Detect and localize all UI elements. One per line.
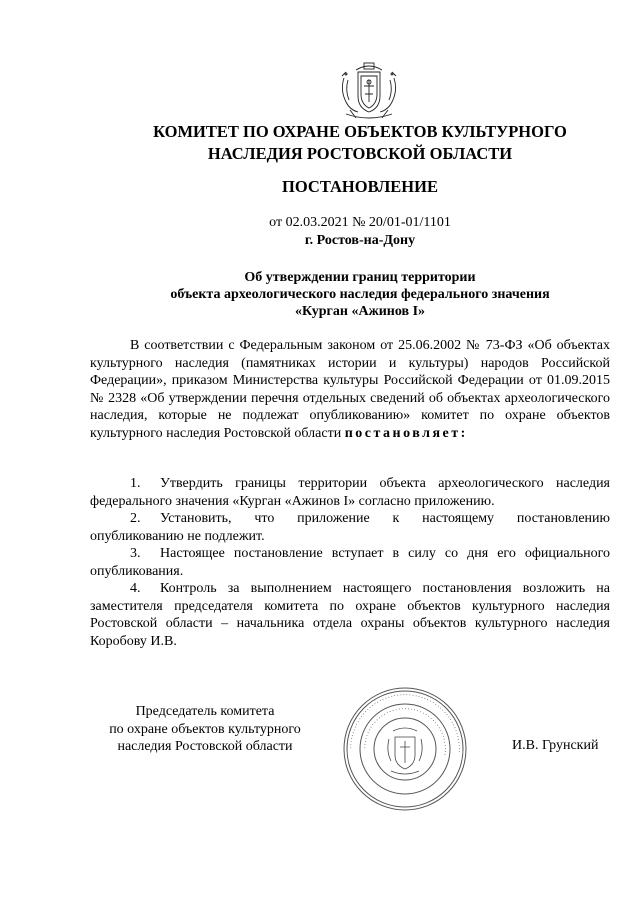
intro-paragraph: [90, 337, 610, 442]
list-item: [90, 475, 610, 510]
item-text: Настоящее постановление вступает в силу со дня его официального опубликования.: [90, 546, 610, 579]
list-item: [90, 545, 610, 580]
intro-text: В соответствии с Федеральным законом от 25.06.2002 № 73-ФЗ «Об объектах культурного наследия (памятниках истории и культуры) народов Российской Федерации», приказом Министерства культуры Российской Федерации от 01.09.2015 № 2328 «Об утверждении перечня отдельных сведений об объектах археологического наследия, которые не подлежат опубликованию» комитет по охране объектов культурного наследия Ростовской области: [90, 338, 610, 441]
signatory-position-line1: Председатель комитета: [135, 704, 275, 719]
signatory-name: И.В. Грунский: [512, 738, 599, 753]
signatory-position-line2: по охране объектов культурного: [109, 721, 301, 737]
signatory-position-line3: наследия Ростовской области: [117, 739, 293, 754]
organization-name-line2: НАСЛЕДИЯ РОСТОВСКОЙ ОБЛАСТИ: [207, 144, 513, 163]
item-number: 3.: [130, 546, 141, 561]
subject-line2: объекта археологического наследия федерального значения: [170, 287, 550, 302]
organization-name-line1: КОМИТЕТ ПО ОХРАНЕ ОБЪЕКТОВ КУЛЬТУРНОГО: [153, 122, 567, 141]
item-number: 2.: [130, 511, 141, 526]
subject-line3: «Курган «Ажинов I»: [294, 304, 426, 319]
official-seal-icon: [341, 685, 469, 813]
signatory-position: [90, 703, 320, 756]
document-city: г. Ростов-на-Дону: [304, 233, 416, 248]
document-date-number: от 02.03.2021 № 20/01-01/1101: [269, 215, 451, 230]
item-text: Утвердить границы территории объекта археологического наследия федерального значения «Курган «Ажинов I» согласно приложению.: [90, 476, 610, 509]
list-item: [90, 510, 610, 545]
item-text: Контроль за выполнением настоящего постановления возложить на заместителя председателя комитета по охране объектов культурного наследия Ростовской области – начальника отдела охраны объектов культурного наследия Коробову И.В.: [90, 581, 610, 649]
subject-line1: Об утверждении границ территории: [244, 270, 476, 285]
item-text: Установить, что приложение к настоящему постановлению опубликованию не подлежит.: [90, 511, 610, 544]
list-item: [90, 580, 610, 650]
svg-text:······························: ·························································: [346, 690, 464, 754]
item-number: 1.: [130, 476, 141, 491]
document-type: ПОСТАНОВЛЕНИЕ: [282, 177, 438, 196]
svg-text:······························: ···········································: [360, 704, 450, 757]
decree-word: постановляет:: [344, 425, 468, 441]
item-number: 4.: [130, 581, 141, 596]
coat-of-arms-icon: [336, 60, 402, 122]
